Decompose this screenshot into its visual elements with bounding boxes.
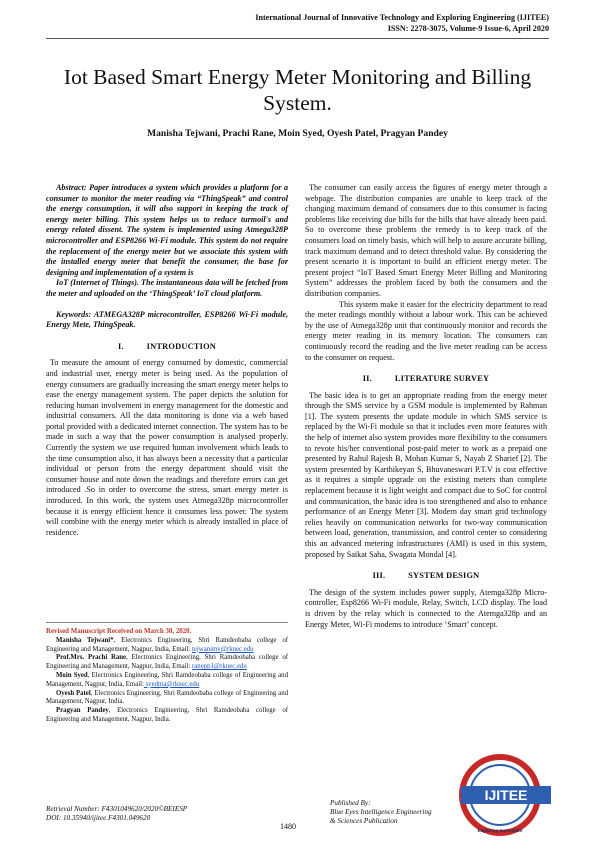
author-note — [46, 637, 288, 655]
doi: DOI: 10.35940/ijitee.F4301.049620 — [46, 814, 151, 822]
left-column — [46, 183, 288, 538]
author-notes — [46, 628, 288, 725]
abstract: Abstract: Paper introduces a system which provides a platform for a consumer to monitor the meter reading via “ThingSpeak” and control the energy consumption, it will also support in keeping the track of energy meter billing. This system helps us to reduce turmoil's and energy related dissent. The system is implemented using Atmega328P microcontroller and ESP8266 Wi-Fi module. This system do not require the replacement of the energy meter but we associate this system with the installed energy meter that benefit the consumer, the base for designing and implementation of a system is — [46, 183, 288, 277]
logo-ring-text: Exploring Innovation — [477, 828, 523, 833]
author-note — [46, 672, 288, 690]
keywords: Keywords: ATMEGA328P microcontroller, ESP8266 Wi-Fi module, Energy Mete, ThingSpeak. — [46, 309, 288, 330]
author-note-name: Manisha Tejwani* — [56, 636, 114, 644]
ijitee-logo — [455, 752, 553, 838]
header-rule — [46, 38, 549, 39]
section-heading-introduction: I. INTRODUCTION — [117, 341, 217, 351]
footnote-rule — [46, 622, 288, 623]
section-heading-literature-survey: II. LITERATURE SURVEY — [362, 374, 490, 384]
system-design-text: The design of the system includes power supply, Atemga328p Micro-controller, Esp8266 Wi-Fi module, Relay, Switch, LCD display. The load is driven by the relay which is connected to the Atemga328p and an Energy Meter, Wi-Fi modems to introduce ‘Smart’ concept. — [305, 587, 547, 629]
introduction-text: To measure the amount of energy consumed by domestic, commercial and industrial user, energy meter is being used. As the population of energy consumers are gradually increasing the smart energy meter helps to ease the energy management system. The paper depicts the solution for reducing human involvement in energy management for the domestic and industrial consumers. All the data monitoring is done via a web based portal provided with a dedicated internet connection. The system has to be made in such a way that the power consumption is analysed properly. Currently the system we use required human involvement which leads to the time consumption also, it has always been a necessity that a particular individual or person from the energy department should visit the consumer house and note down the readings and therefore errors can get introduced .So in order to overcome the stress, smart energy meter is introduced. In this work, the system uses Atmega328p microcontroller because it is energy efficient hence it consumes less power. The system will combine with the energy meter which is already installed in place of residence. — [46, 358, 288, 537]
footer-left — [46, 805, 187, 823]
publisher-line-1: Blue Eyes Intelligence Engineering — [330, 808, 432, 816]
author-note — [46, 690, 288, 708]
retrieval-number: Retrieval Number: F4301049620/2020©BEIESP — [46, 805, 188, 813]
journal-name: International Journal of Innovative Technology and Exploring Engineering (IJITEE) — [255, 13, 549, 22]
author-note-text: , Electronics Engineering, Shri Ramdeobaba college of Engineering and Management, Nagpur, India, Email: — [46, 654, 288, 671]
author-email-link[interactable]: tejwanimv@rknec.edu — [192, 645, 254, 653]
author-note-name: Oyesh Patel — [56, 689, 91, 697]
intro-continued-text: The consumer can easily access the figures of energy meter through a webpage. The distribution companies are unable to keep track of the changing maximum demand of consumers due to this consumer is facing problems like receiving due bills for the bills that have already been paid. So to overcome these problems the remedy is to keep track of the consumers load on timely basis, which will help to assure accurate billing, track maximum demand and to detect threshold value. By considering the present scenario it is important to build an efficient energy meter. The present project “IoT Based Smart Energy Meter Billing and Monitoring System” addresses the problem faced by both the consumers and the distribution companies. — [305, 183, 547, 298]
publisher-line-2: & Sciences Publication — [330, 817, 398, 825]
logo-text: IJITEE — [484, 787, 528, 803]
author-note-name: Moin Syed — [56, 671, 88, 679]
author-note-text: , Electronics Engineering, Shri Ramdeobaba college of Engineering and Management, Nagpur, India. — [46, 707, 288, 723]
abstract-continued: IoT (Internet of Things). The instantaneous data will be fetched from the meter and uploaded on the ‘ThingSpeak’ IoT cloud platform. — [46, 278, 288, 298]
page-number: 1480 — [280, 822, 296, 831]
author-note — [46, 654, 288, 672]
intro-continued-text-2: This system make it easier for the electricity department to read the meter readings monthly without a labour work. This can be achieved by the use of Atmega328p unit that continuously monitor and records the energy meter reading in its memory location. The consumers can continuously record the reading and the live meter reading can be access to the consumer on request. — [305, 299, 547, 362]
author-email-link[interactable]: ranepp1@rknec.edu — [192, 663, 247, 671]
literature-survey-text: The basic idea is to get an appropriate reading from the energy meter through the SMS service by a GSM module is implemented by Rahman [1]. The system presents the update module in which SMS service is replaced by the Wi-Fi module so that it includes even more features with the help of internet also system provides more flexibility to the consumers to revote his/her conventional post-paid meter to work as a prepaid one presented by Rahul Rajesh B, Mohan Kumar S, Nayab Z Sharief [2]. The system presented by Karthikeyan S, Bhuvaneswari P.T.V is cost effective as it requires a simple upgrade on the existing meters than complete replacement because it is light weight and compact due to SoC for control and communication, the basic idea is too strengthened and also to enhance performance of an Energy Meter [3]. Modern day smart grid technology relies heavily on communication networks for two-way communication between load, generation, transmission, and control center so considering this an advanced metering infrastructures (AMI) is used in this system, proposed by Saikat Saha, Swagata Mondal [4]. — [305, 390, 547, 559]
author-note-text: , Electronics Engineering, Shri Ramdeobaba college of Engineering and Management, Nagpur, India, Email: — [46, 671, 288, 688]
author-email-link[interactable]: syedma@rknec.edu — [143, 680, 200, 688]
paper-title: Iot Based Smart Energy Meter Monitoring and Billing System. — [63, 65, 532, 115]
author-note-text: , Electronics Engineering, Shri Ramdeobaba college of Engineering and Management, Nagpur, India. — [46, 689, 288, 706]
author-note-name: Pragyan Pandey — [56, 707, 109, 715]
author-note-name: Prof.Mrs. Prachi Rane — [56, 654, 127, 662]
right-column — [305, 183, 547, 630]
author-note-text: , Electronics Engineering, Shri Ramdeobaba college of Engineering and Management, Nagpur, India, Email: — [46, 636, 289, 653]
author-note — [46, 707, 288, 725]
journal-issn: ISSN: 2278-3075, Volume-9 Issue-6, April 2020 — [387, 24, 549, 33]
journal-header — [129, 12, 549, 34]
received-date: Revised Manuscript Received on March 30, 2020. — [46, 628, 192, 635]
section-heading-system-design: III. SYSTEM DESIGN — [372, 571, 480, 581]
paper-authors: Manisha Tejwani, Prachi Rane, Moin Syed, Oyesh Patel, Pragyan Pandey — [147, 128, 448, 139]
footer-publisher — [330, 799, 432, 826]
published-by-label: Published By: — [330, 799, 371, 807]
